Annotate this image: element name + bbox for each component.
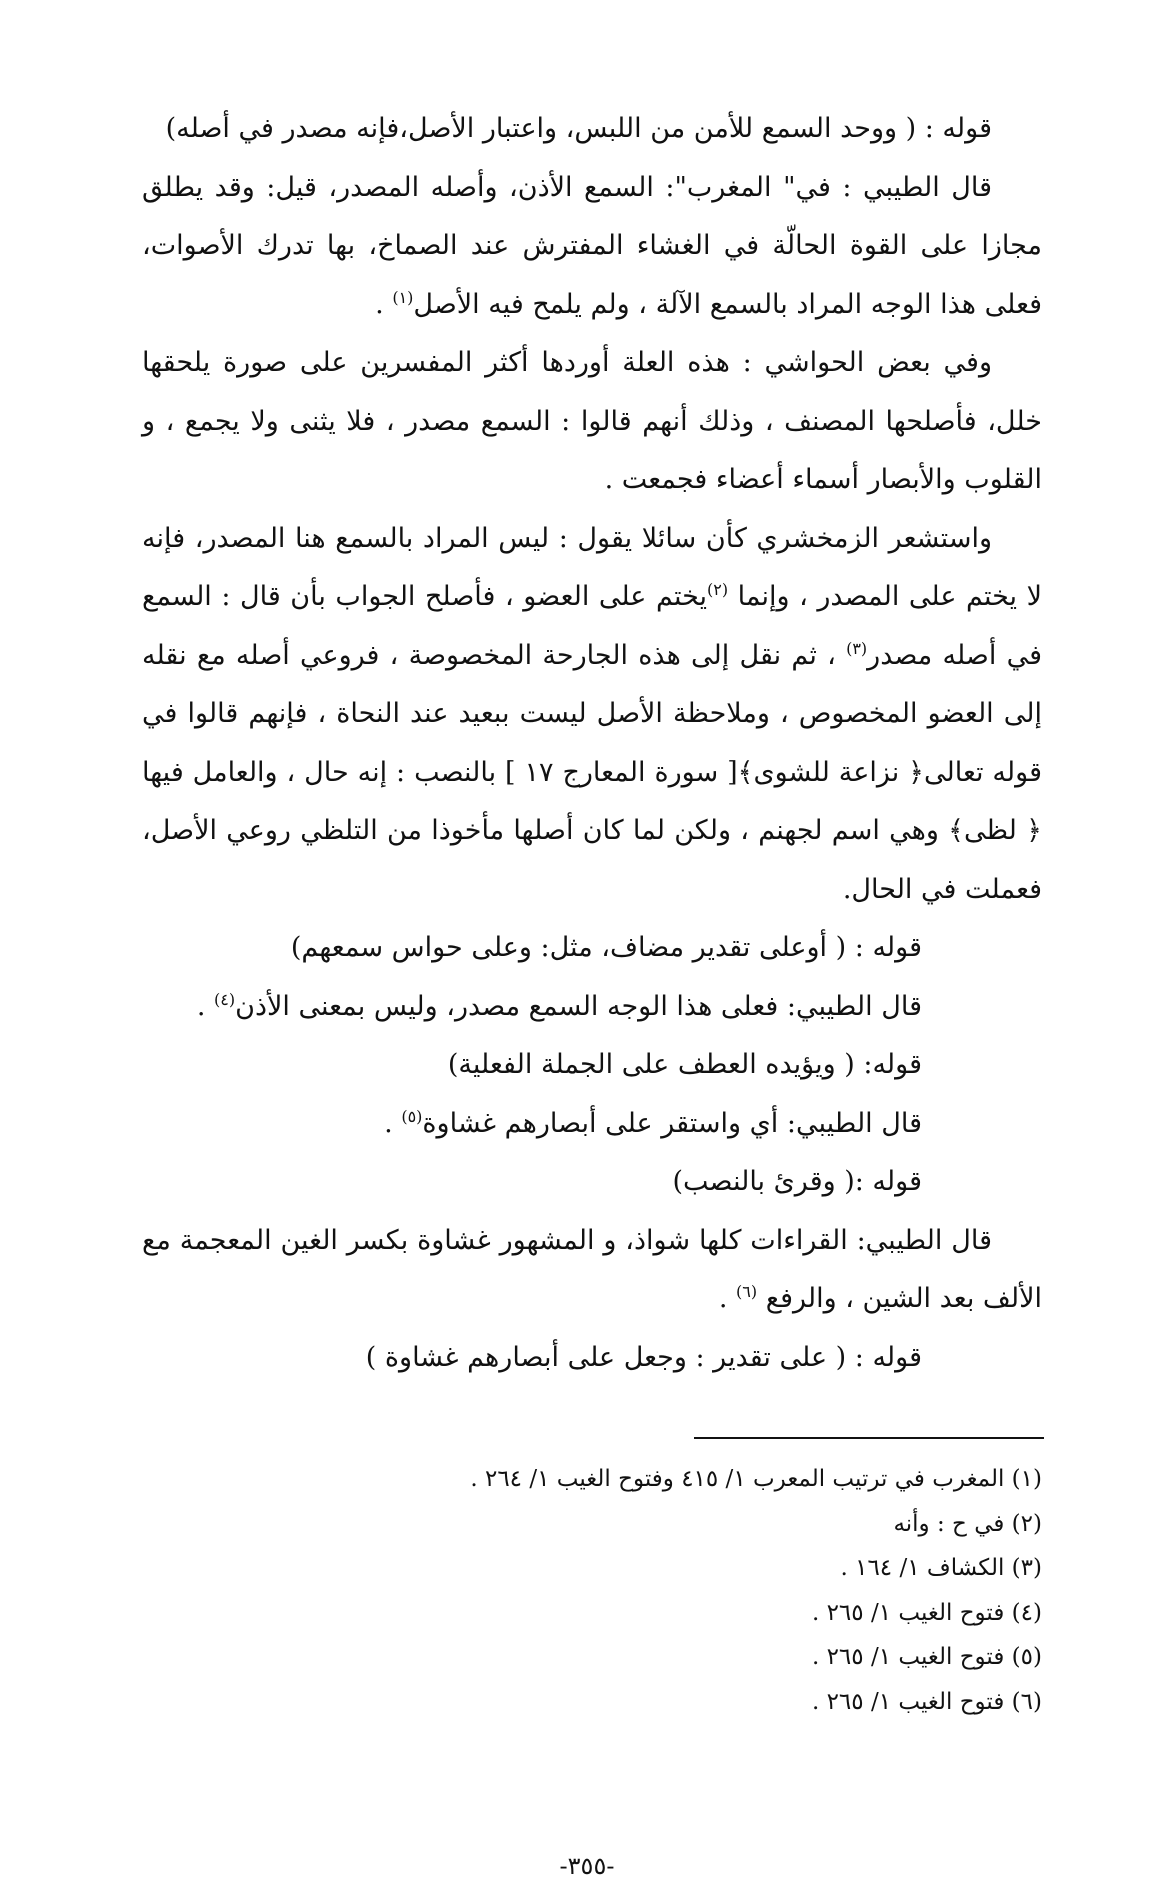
paragraph-4 (142, 510, 1042, 920)
page-number: -٣٥٥- (559, 1852, 615, 1880)
footnote-1: (١) المغرب في ترتيب المعرب ١/ ٤١٥ وفتوح الغيب ١/ ٢٦٤ . (470, 1466, 1042, 1492)
footnote-2: (٢) في ح : وأنه (893, 1510, 1042, 1537)
paragraph-8 (142, 1095, 1042, 1154)
footnote-ref[interactable]: (٣) (846, 638, 868, 658)
paragraph-7 (142, 1036, 1042, 1095)
footnote-ref[interactable]: (٢) (707, 580, 729, 599)
paragraph-text: واستشعر الزمخشري كأن سائلا يقول : ليس المراد بالسمع هنا المصدر، فإنه لا يختم على المصدر ، وإنما (142, 522, 1042, 612)
footnote-divider (694, 1437, 1044, 1439)
paragraph-text: قال الطيبي: أي واستقر على أبصارهم غشاوة (422, 1107, 922, 1139)
paragraph-text: قوله :( وقرئ بالنصب) (672, 1166, 922, 1197)
paragraph-6 (142, 978, 1042, 1037)
paragraph-text: قال الطيبي: فعلى هذا الوجه السمع مصدر، وليس بمعنى الأذن (235, 990, 922, 1022)
footnote-6: (٦) فتوح الغيب ١/ ٢٦٥ . (811, 1688, 1042, 1715)
paragraph-tail: . (196, 990, 215, 1022)
footnote-ref[interactable]: (٥) (401, 1106, 423, 1126)
paragraph-3 (142, 334, 1042, 510)
paragraph-text: قوله : ( أوعلى تقدير مضاف، مثل: وعلى حواس سمعهم) (290, 932, 922, 963)
footnote-5: (٥) فتوح الغيب ١/ ٢٦٥ . (811, 1644, 1042, 1670)
paragraph-10 (142, 1212, 1042, 1329)
paragraph-text: قال الطيبي: القراءات كلها شواذ، و المشهور غشاوة بكسر الغين المعجمة مع الألف بعد الشين ، والرفع (142, 1224, 1042, 1314)
paragraph-tail: . (384, 1107, 402, 1139)
paragraph-text: قال الطيبي : في" المغرب": السمع الأذن، وأصله المصدر، قيل: وقد يطلق مجازا على القوة الحالّة في الغشاء المفترش عند الصماخ، بها تدرك الأصوات، فعلى هذا الوجه المراد بالسمع الآلة ، ولم يلمح فيه الأصل (142, 171, 1042, 320)
paragraph-9 (142, 1153, 1042, 1212)
footnotes (142, 1457, 1042, 1724)
paragraph-text: قوله : ( ووحد السمع للأمن من اللبس، واعتبار الأصل،فإنه مصدر في أصله) (165, 113, 992, 144)
paragraph-tail: . (718, 1283, 737, 1314)
footnote-ref[interactable]: (٦) (736, 1282, 758, 1301)
paragraph-11 (142, 1329, 1042, 1388)
main-text (142, 100, 1042, 1387)
paragraph-5 (142, 919, 1042, 978)
footnote-ref[interactable]: (٤) (214, 989, 236, 1009)
paragraph-text: وفي بعض الحواشي : هذه العلة أوردها أكثر المفسرين على صورة يلحقها خلل، فأصلحها المصنف ، وذلك أنهم قالوا : السمع مصدر ، فلا يثنى ولا يجمع ، و القلوب والأبصار أسماء أعضاء فجمعت . (142, 347, 1042, 495)
paragraph-text: قوله : ( على تقدير : وجعل على أبصارهم غشاوة ) (365, 1341, 922, 1373)
paragraph-2 (142, 159, 1042, 335)
footnote-4: (٤) فتوح الغيب ١/ ٢٦٥ . (811, 1599, 1042, 1626)
paragraph-tail: ، ثم نقل إلى هذه الجارحة المخصوصة ، فروعي أصله مع نقله إلى العضو المخصوص ، وملاحظة الأصل ليست ببعيد عند النحاة ، فإنهم قالوا في قوله تعالى﴿ نزاعة للشوى﴾[ سورة المعارج ١٧ ] بالنصب : إنه حال ، والعامل فيها ﴿ لظى﴾ وهي اسم لجهنم ، ولكن لما كان أصلها مأخوذا من التلظي روعي الأصل، فعملت في الحال. (142, 639, 1042, 905)
paragraph-tail: . (375, 288, 393, 320)
footnote-ref[interactable]: (١) (392, 287, 414, 307)
paragraph-1 (142, 100, 1042, 159)
paragraph-text: قوله: ( ويؤيده العطف على الجملة الفعلية) (447, 1049, 922, 1080)
footnote-3: (٣) الكشاف ١/ ١٦٤ . (840, 1555, 1042, 1581)
paragraph-text-continued: يختم على العضو ، فأصلح الجواب بأن قال : السمع في أصله مصدر (142, 581, 1042, 671)
